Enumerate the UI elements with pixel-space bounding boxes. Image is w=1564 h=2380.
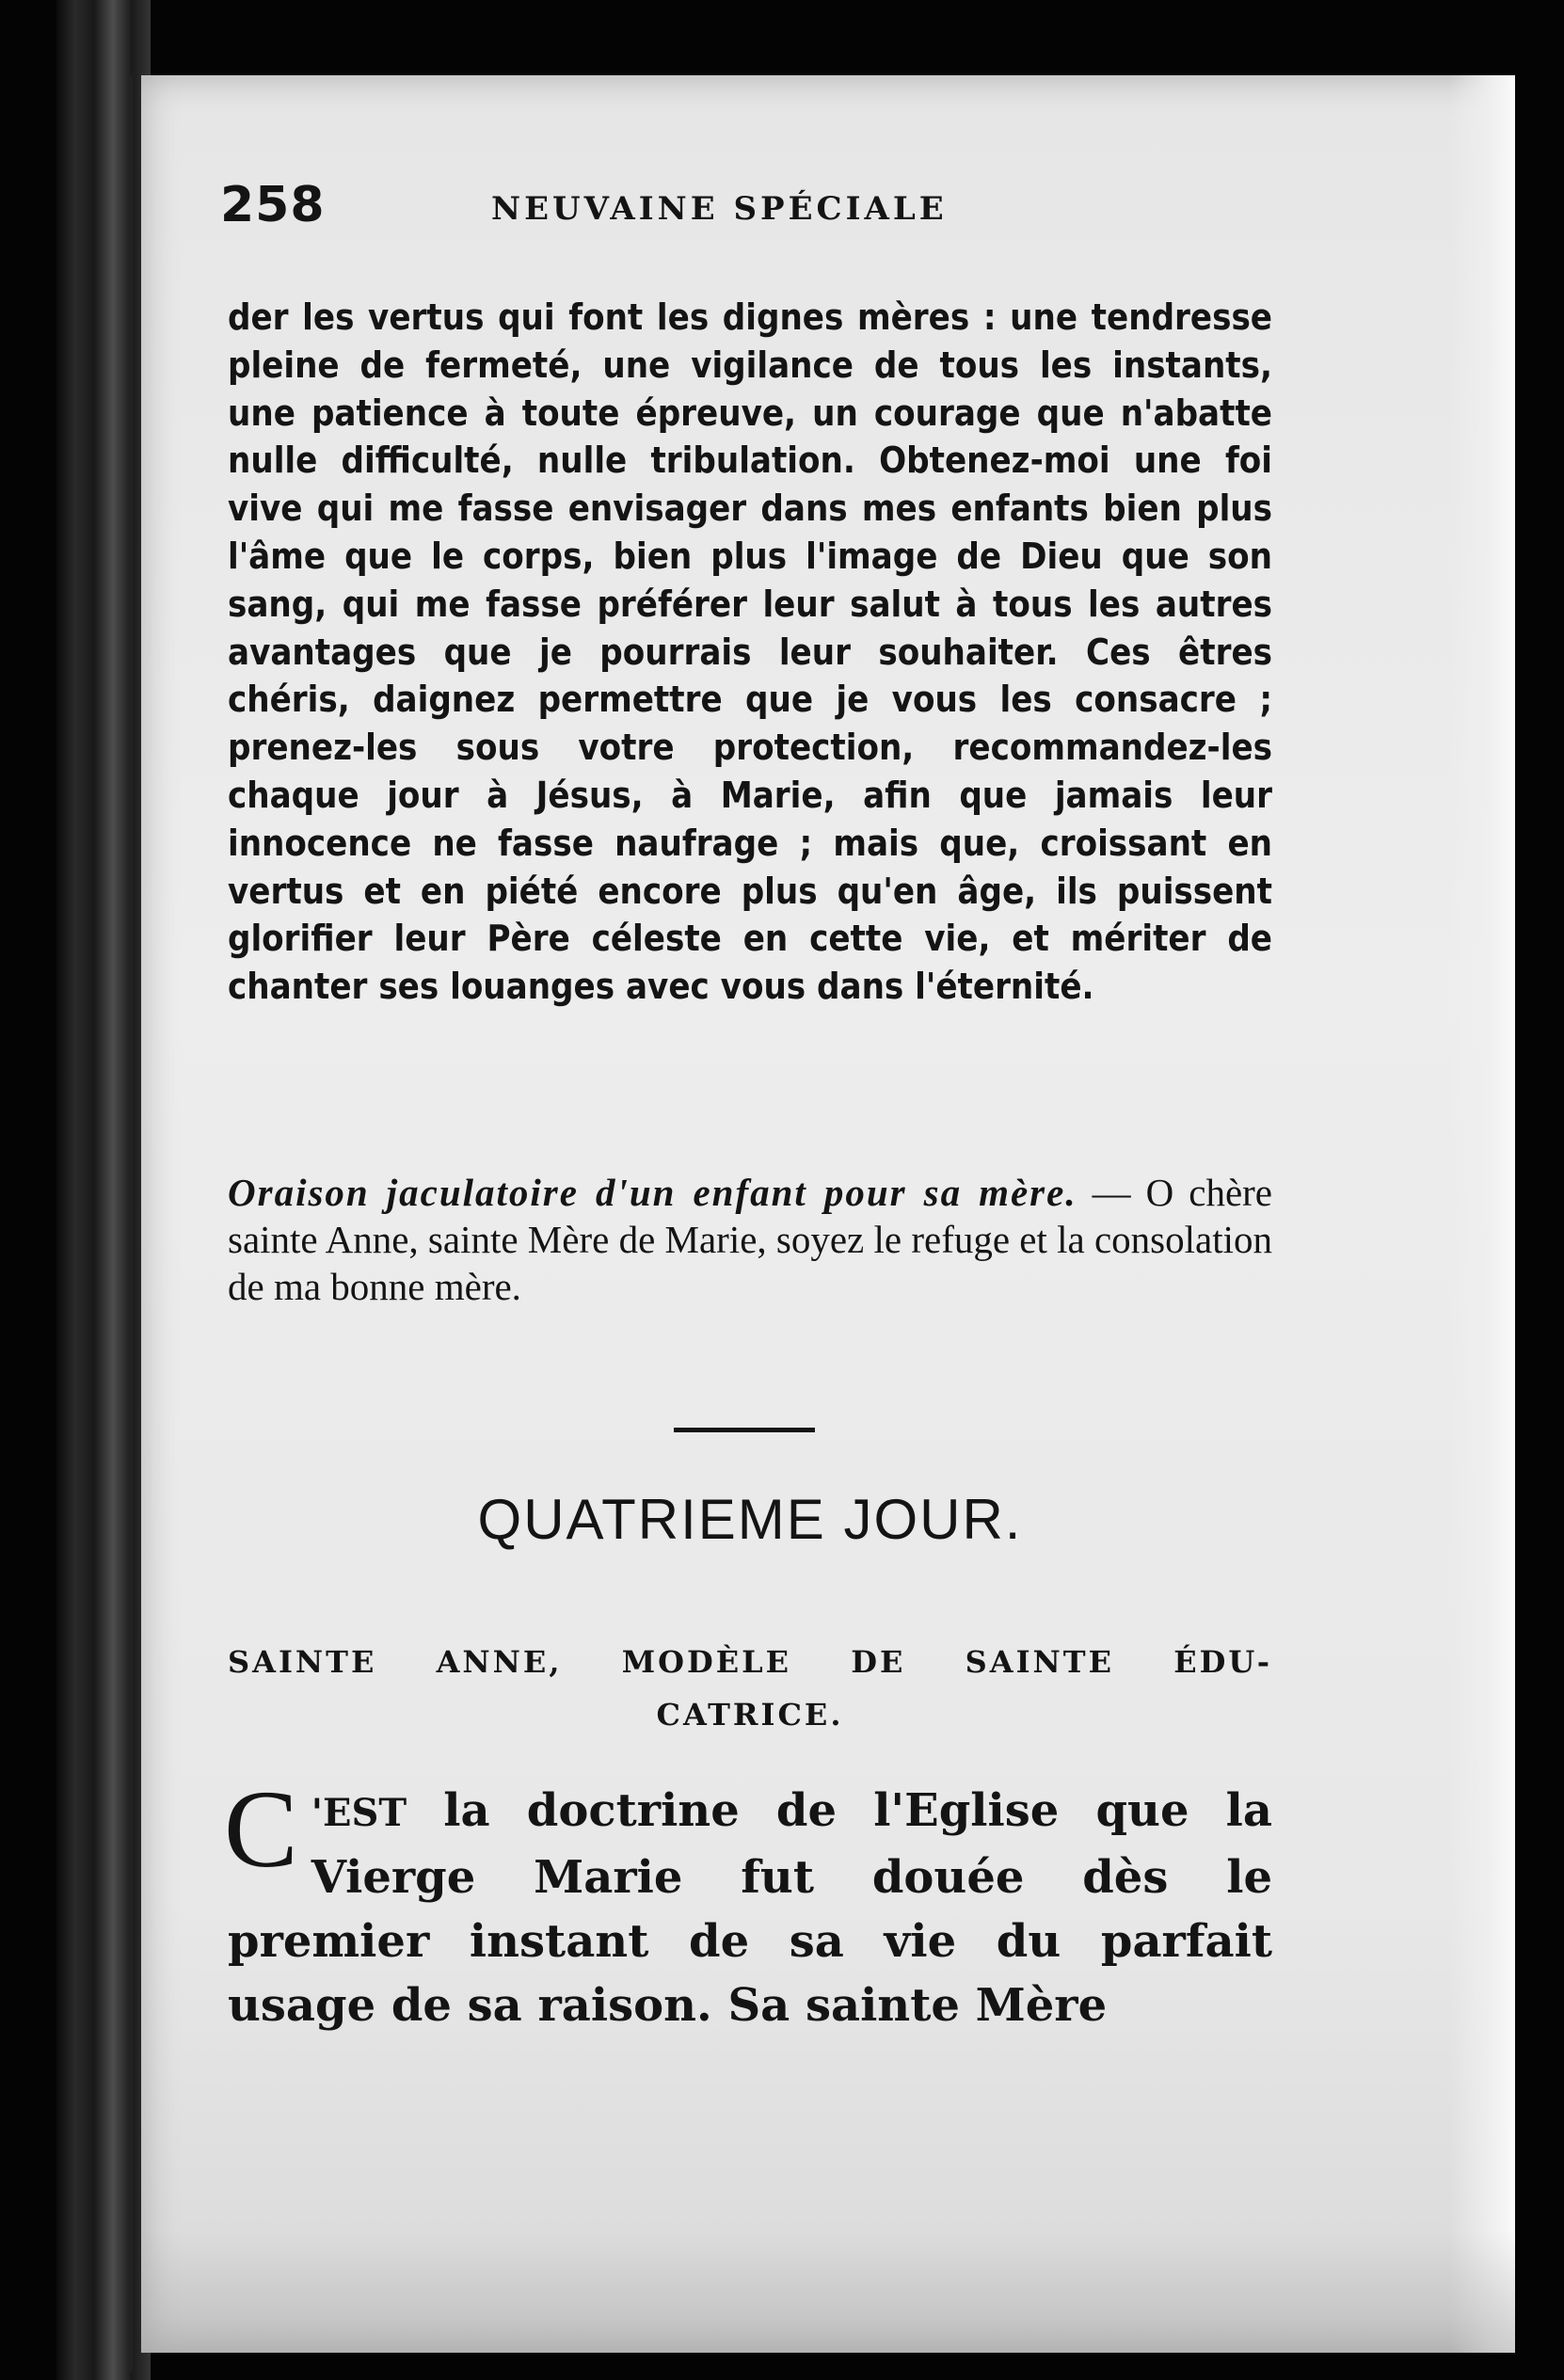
- body-paragraph: der les vertus qui font les dignes mères : une tendresse pleine de fermeté, une vigilance de tous les instants, une patience à toute épreuve, un courage que n'abatte nulle difficulté, nulle tribulation. Obtenez-moi une foi vive qui me fasse envisager dans mes enfants bien plus l'âme que le corps, bien plus l'image de Dieu que son sang, qui me fasse préférer leur salut à tous les autres avantages que je pourrais leur souhaiter. Ces êtres chéris, daignez permettre que je vous les consacre ; prenez-les sous votre protection, recommandez-les chaque jour à Jésus, à Marie, afin que jamais leur innocence ne fasse naufrage ; mais que, croissant en vertus et en piété encore plus qu'en âge, ils puissent glorifier leur Père céleste en cette vie, et mériter de chanter ses louanges avec vous dans l'éternité.: [228, 296, 1272, 1008]
- page-bottom-shadow: [141, 2230, 1515, 2353]
- subtitle-line-1: SAINTE ANNE, MODÈLE DE SAINTE ÉDU-: [228, 1644, 1272, 1680]
- first-word: 'EST: [311, 1791, 407, 1835]
- section-subtitle: [228, 1636, 1272, 1741]
- page-number: 258: [220, 177, 326, 233]
- running-head: [220, 169, 1272, 235]
- running-title: NEUVAINE SPÉCIALE: [491, 190, 948, 228]
- page-edge-highlight: [1449, 75, 1515, 2353]
- section-divider: [674, 1428, 815, 1432]
- opening-paragraph: [224, 1767, 1272, 2037]
- film-edge: [56, 0, 151, 2380]
- drop-cap: C: [224, 1767, 298, 1891]
- subtitle-line-2: CATRICE.: [656, 1697, 844, 1733]
- ejaculatory-prayer: [228, 1169, 1272, 1310]
- film-scratch: [130, 75, 133, 2372]
- prayer-title: Oraison jaculatoire d'un enfant pour sa mère.: [228, 1171, 1077, 1214]
- prayer-text: — O chère sainte Anne, sainte Mère de Marie, soyez le refuge et la consolation de ma bonne mère.: [228, 1171, 1273, 1308]
- opening-text: la doctrine de l'Eglise que la Vierge Marie fut douée dès le premier instant de sa vie du parfait usage de sa raison. Sa sainte Mère: [228, 1784, 1272, 2032]
- section-title: QUATRIEME JOUR.: [477, 1488, 1023, 1551]
